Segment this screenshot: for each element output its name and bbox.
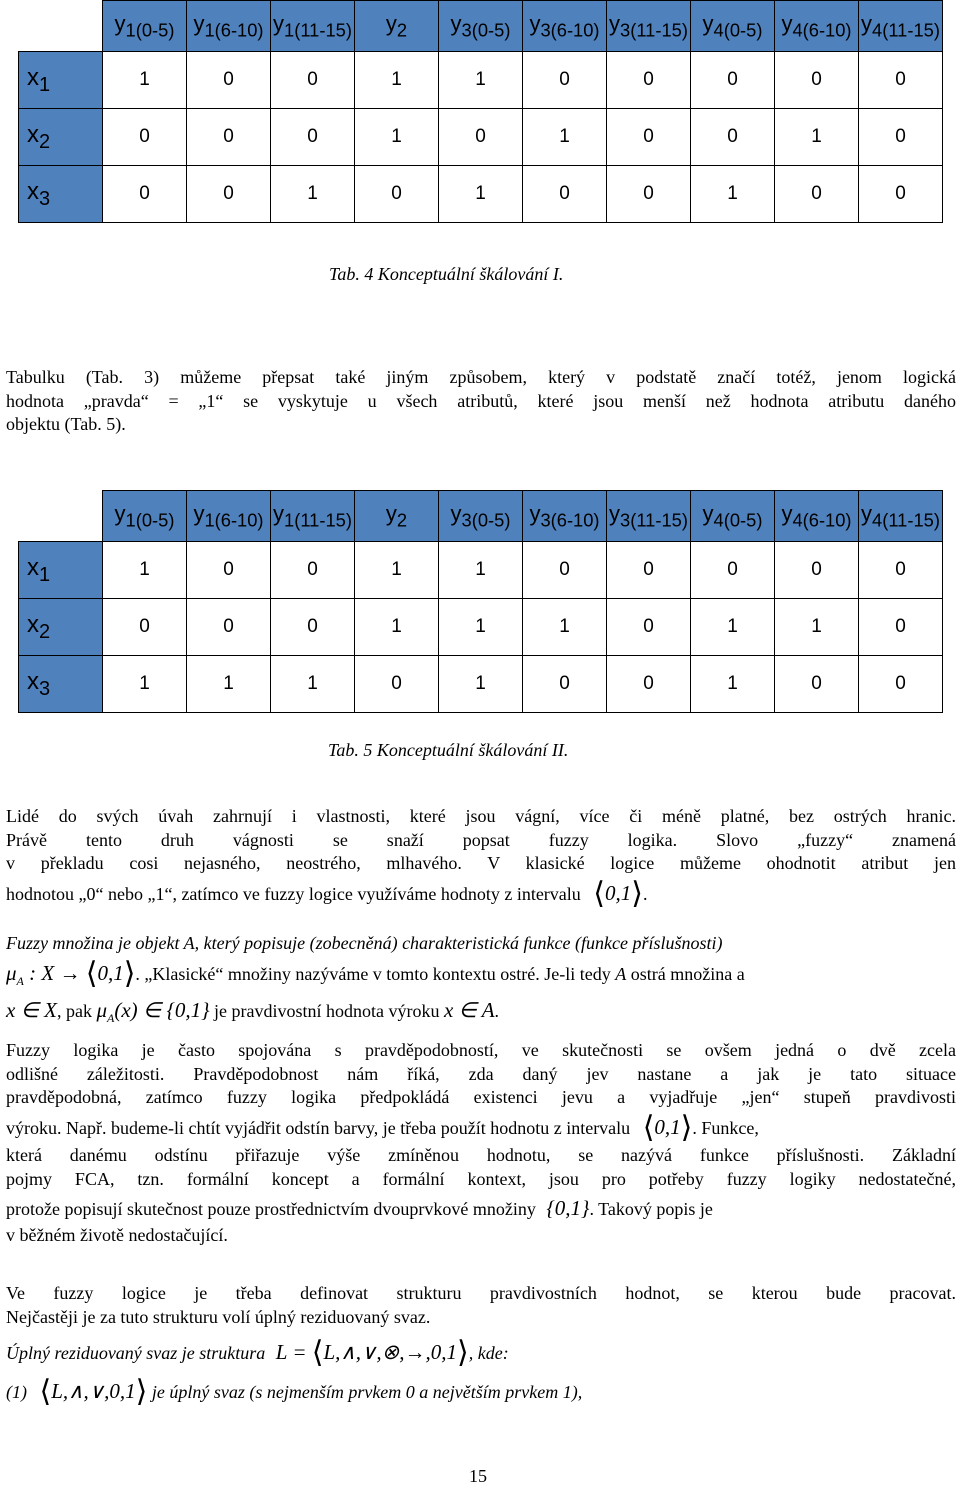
table-cell: 0	[187, 599, 271, 656]
table-cell: 1	[355, 52, 439, 109]
table-cell: 1	[271, 656, 355, 713]
text-line: pojmy FCA, tzn. formální koncept a formální kontext, jsou pro potřeby fuzzy logiky nedostatečné,	[6, 1168, 956, 1189]
table-cell: 0	[523, 166, 607, 223]
table-row	[19, 166, 943, 223]
table-cell: 1	[103, 542, 187, 599]
column-header: $y_{1(11-15)}$	[271, 491, 355, 542]
corner-cell	[19, 491, 103, 542]
lattice-notation: ⟨L,∧,∨,0,1⟩	[39, 1374, 148, 1408]
table-row	[19, 542, 943, 599]
text-line: pravděpodobná, zatímco fuzzy logika předpokládá existenci jevu a vyjadřuje „jen“ stupeň pravdivosti	[6, 1087, 956, 1107]
table-cell: 0	[859, 542, 943, 599]
definition-line: Úplný reziduovaný svaz je struktura L = ⟨L,∧,∨,⊗,→,0,1⟩, kde:	[6, 1336, 509, 1369]
row-header: $x_3$	[19, 656, 103, 713]
text-line: hodnotou „0“ nebo „1“, zatímco ve fuzzy logice využíváme hodnoty z intervalu ⟨0,1⟩.	[6, 876, 648, 910]
table-cell: 1	[355, 599, 439, 656]
table-cell: 0	[103, 166, 187, 223]
scaling-table-2	[18, 490, 943, 713]
table-cell: 0	[271, 109, 355, 166]
table-cell: 0	[439, 109, 523, 166]
table-cell: 0	[355, 166, 439, 223]
column-header: $y_{4(11-15)}$	[859, 1, 943, 52]
table-cell: 1	[187, 656, 271, 713]
table-row	[19, 656, 943, 713]
table-cell: 0	[775, 656, 859, 713]
paragraph-truth-structure	[6, 1282, 956, 1329]
column-header: $y_{3(0-5)}$	[439, 491, 523, 542]
table-cell: 0	[691, 52, 775, 109]
table-row	[19, 599, 943, 656]
table-cell: 0	[607, 542, 691, 599]
text-line: v běžném životě nedostačující.	[6, 1224, 228, 1245]
table-cell: 0	[187, 52, 271, 109]
column-header: $y_{3(0-5)}$	[439, 1, 523, 52]
table-cell: 0	[859, 52, 943, 109]
table-cell: 0	[187, 166, 271, 223]
paragraph-vagueness	[6, 805, 956, 910]
column-header: $y_{3(11-15)}$	[607, 491, 691, 542]
table-cell: 0	[271, 599, 355, 656]
table-cell: 1	[439, 599, 523, 656]
column-header: $y_{3(6-10)}$	[523, 1, 607, 52]
table-cell: 0	[271, 542, 355, 599]
paragraph-probability	[6, 1039, 956, 1247]
page-number: 15	[469, 1466, 487, 1486]
text-line: hodnota „pravda“ = „1“ se vyskytuje u všech atributů, které jsou menší než hodnota atributu daného	[6, 390, 956, 411]
text-line: Tabulku (Tab. 3) můžeme přepsat také jiným způsobem, který v podstatě značí totéž, jenom logická	[6, 367, 956, 387]
table-cell: 0	[775, 166, 859, 223]
column-header: $y_{1(6-10)}$	[187, 1, 271, 52]
row-header: $x_3$	[19, 166, 103, 223]
corner-cell	[19, 1, 103, 52]
text-line: protože popisují skutečnost pouze prostřednictvím dvouprvkové množiny {0,1}. Takový popis je	[6, 1196, 713, 1220]
table-cell: 1	[103, 52, 187, 109]
table-cell: 0	[775, 542, 859, 599]
column-header: $y_2$	[355, 1, 439, 52]
text-line: Fuzzy logika je často spojována s pravděpodobností, ve skutečnosti se ovšem jedná o dvě zcela	[6, 1040, 956, 1060]
table-cell: 1	[355, 542, 439, 599]
column-header: $y_{4(0-5)}$	[691, 1, 775, 52]
table-cell: 0	[607, 166, 691, 223]
table-cell: 1	[691, 599, 775, 656]
column-header: $y_{1(6-10)}$	[187, 491, 271, 542]
column-header: $y_{1(0-5)}$	[103, 491, 187, 542]
table-2-caption: Tab. 5 Konceptuální škálování II.	[328, 740, 569, 760]
table-cell: 0	[103, 109, 187, 166]
lattice-notation: L = ⟨L,∧,∨,⊗,→,0,1⟩	[275, 1336, 469, 1369]
column-header: $y_{4(0-5)}$	[691, 491, 775, 542]
paragraph-intro	[6, 366, 956, 437]
definition-line: (1) ⟨L,∧,∨,0,1⟩ je úplný svaz (s nejmenším prvkem 0 a největším prvkem 1),	[6, 1374, 583, 1408]
table-cell: 1	[523, 109, 607, 166]
text-line: výroku. Např. budeme-li chtít vyjádřit odstín barvy, je třeba použít hodnotu z intervalu ⟨0,1⟩. Funkce,	[6, 1110, 759, 1144]
table-cell: 0	[607, 656, 691, 713]
table-cell: 1	[523, 599, 607, 656]
row-header: $x_2$	[19, 599, 103, 656]
table-cell: 1	[691, 166, 775, 223]
definition-line: Fuzzy množina je objekt A, který popisuje (zobecněná) charakteristická funkce (funkce příslušnosti)	[6, 933, 723, 953]
table-cell: 1	[103, 656, 187, 713]
row-header: $x_1$	[19, 542, 103, 599]
text-line: Nejčastěji je za tuto strukturu volí úplný reziduovaný svaz.	[6, 1306, 431, 1327]
text-line: objektu (Tab. 5).	[6, 414, 126, 434]
table-cell: 0	[691, 109, 775, 166]
interval-notation: ⟨0,1⟩	[642, 1110, 693, 1144]
definition-line: $\mu_A$ : X → ⟨0,1⟩. „Klasické“ množiny nazýváme v tomto kontextu ostré. Je-li tedy A ostrá množina a	[6, 956, 745, 990]
column-header: $y_{1(0-5)}$	[103, 1, 187, 52]
interval-notation: ⟨0,1⟩	[593, 876, 643, 910]
table-cell: 1	[271, 166, 355, 223]
row-header: $x_2$	[19, 109, 103, 166]
table-cell: 0	[859, 599, 943, 656]
column-header: $y_{4(11-15)}$	[859, 491, 943, 542]
table-cell: 1	[439, 542, 523, 599]
column-header: $y_2$	[355, 491, 439, 542]
table-cell: 0	[607, 599, 691, 656]
membership-function: $\mu_A$ : X → ⟨0,1⟩	[6, 956, 136, 990]
table-cell: 1	[775, 599, 859, 656]
table-cell: 0	[523, 656, 607, 713]
table-cell: 0	[859, 656, 943, 713]
table-cell: 0	[187, 542, 271, 599]
column-header: $y_{1(11-15)}$	[271, 1, 355, 52]
column-header: $y_{4(6-10)}$	[775, 491, 859, 542]
table-cell: 0	[187, 109, 271, 166]
text-line: odlišné záležitosti. Pravděpodobnost nám říká, zda daný jev nastane a jak je tato situace	[6, 1063, 956, 1084]
definition-line: x ∈ X, pak $\mu_A(x)$ ∈ {0,1} je pravdivostní hodnota výroku x ∈ A.	[6, 998, 500, 1026]
scaling-table-1	[18, 0, 943, 223]
table-cell: 1	[439, 52, 523, 109]
table-cell: 1	[691, 656, 775, 713]
text-line: Lidé do svých úvah zahrnují i vlastnosti, které jsou vágní, více či méně platné, bez ostrých hranic.	[6, 806, 956, 826]
membership-value: $\mu_A(x)$ ∈ {0,1}	[96, 998, 210, 1026]
table-cell: 0	[607, 109, 691, 166]
table-cell: 0	[103, 599, 187, 656]
text-line: v překladu cosi nejasného, neostrého, mlhavého. V klasické logice můžeme ohodnotit atribut jen	[6, 853, 956, 873]
table-cell: 1	[775, 109, 859, 166]
table-header-row	[19, 491, 943, 542]
table-header-row	[19, 1, 943, 52]
table-row	[19, 109, 943, 166]
text-line: Ve fuzzy logice je třeba definovat strukturu pravdivostních hodnot, se kterou bude pracovat.	[6, 1283, 956, 1303]
table-cell: 1	[355, 109, 439, 166]
table-cell: 0	[859, 109, 943, 166]
table-cell: 0	[523, 542, 607, 599]
table-cell: 0	[271, 52, 355, 109]
text-line: Právě tento druh vágnosti se snaží popsat fuzzy logika. Slovo „fuzzy“ znamená	[6, 829, 956, 850]
table-cell: 0	[691, 542, 775, 599]
definition-fuzzy-set	[6, 932, 956, 1031]
column-header: $y_{3(6-10)}$	[523, 491, 607, 542]
definition-residuated-lattice	[6, 1336, 956, 1408]
table-cell: 0	[607, 52, 691, 109]
table-cell: 1	[439, 656, 523, 713]
text-line: která danému odstínu přiřazuje výše zmíněnou hodnotu, se nazývá funkce příslušnosti. Základní	[6, 1145, 956, 1165]
table-cell: 0	[355, 656, 439, 713]
column-header: $y_{4(6-10)}$	[775, 1, 859, 52]
table-cell: 0	[859, 166, 943, 223]
table-cell: 0	[523, 52, 607, 109]
table-cell: 1	[439, 166, 523, 223]
table-cell: 0	[775, 52, 859, 109]
column-header: $y_{3(11-15)}$	[607, 1, 691, 52]
row-header: $x_1$	[19, 52, 103, 109]
table-1-caption: Tab. 4 Konceptuální škálování I.	[329, 264, 564, 284]
table-row	[19, 52, 943, 109]
